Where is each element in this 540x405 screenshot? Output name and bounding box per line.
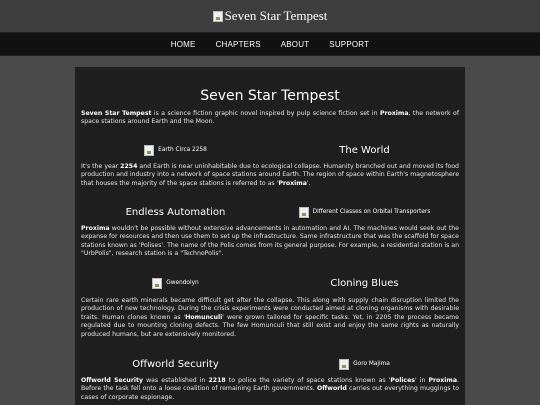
image-alt-text: Gwendolyn <box>166 280 199 286</box>
broken-image-icon <box>339 359 349 370</box>
nav-home[interactable]: HOME <box>170 39 196 49</box>
site-logo[interactable] <box>213 8 328 24</box>
nav-chapters[interactable]: CHAPTERS <box>215 39 261 49</box>
site-header <box>0 0 540 32</box>
main-nav <box>0 32 540 56</box>
section-cloning-title-wrap <box>270 278 459 289</box>
section-world-text: It's the year 2254 and Earth is near uninhabitable due to ecological collapse. Humanity branched out and moved its food production and industry into a network of space stations around Earth. The region of space within Earth's magnetosphere that houses the majority of the space stations is referred to as 'Proxima'. <box>81 163 459 187</box>
broken-image-icon <box>213 11 223 22</box>
section-security-title-wrap <box>81 359 270 370</box>
broken-image-icon <box>299 207 309 218</box>
section-automation-image <box>270 207 459 218</box>
section-cloning-text: Certain rare earth minerals became difficult get after the collapse. This along with supply chain disruption limited the production of new technology. During the crisis experiments were conducted aimed at cloning organisms with desirable traits. Human clones known as 'Homunculi' were grown tailored for specific tasks. Yet, in 2205 the process became regulated due to mounting cloning defects. The few Homunculi that still exist and enjoy the same rights as naturally produced humans, but are extensively monitored. <box>81 297 459 338</box>
section-security-header <box>81 357 459 371</box>
section-automation-text: Proxima wouldn't be possible without extensive advancements in automation and AI. The machines would seek out the expanse for resources and then use them to set up the infrastructure. Same infrastructure that was the scaffold for space stations known as 'Polises'. The name of the Polis comes from its general purpose. For example, a residential station is an "UrbPolis", research station is a "TechnoPolis". <box>81 225 459 258</box>
broken-image-icon <box>152 278 162 289</box>
logo-alt-text: Seven Star Tempest <box>224 8 328 23</box>
section-title-security: Offworld Security <box>132 358 219 370</box>
section-title-world: The World <box>339 144 390 156</box>
image-alt-text: Different Classes on Orbital Transporters <box>312 209 431 215</box>
section-security-text: Offworld Security was established in 2218 to police the variety of space stations known as 'Polices' in Proxima. Before the task fell onto a loose coalition of remaining Earth governments. Offworld carries out everything muggings to cases of corporate espionage. <box>81 377 460 401</box>
section-automation-title-wrap <box>81 207 270 218</box>
page-title: Seven Star Tempest <box>200 88 340 104</box>
section-title-cloning: Cloning Blues <box>330 277 399 289</box>
section-cloning-image <box>81 278 270 289</box>
nav-about[interactable]: ABOUT <box>280 39 310 49</box>
nav-support[interactable]: SUPPORT <box>329 39 370 49</box>
section-title-automation: Endless Automation <box>125 206 226 218</box>
section-world-header <box>81 143 459 157</box>
section-cloning-header <box>81 276 459 290</box>
main-content <box>75 67 465 405</box>
section-automation-header <box>81 205 459 219</box>
section-security-image <box>270 359 459 370</box>
section-world-title-wrap <box>270 145 459 156</box>
image-alt-text: Goro Majima <box>353 361 390 367</box>
broken-image-icon <box>144 145 154 156</box>
section-world-image <box>81 145 270 156</box>
image-alt-text: Earth Circa 2258 <box>158 147 207 153</box>
intro-paragraph: Seven Star Tempest is a science fiction graphic novel inspired by pulp science fiction set in Proxima, the network of space stations around Earth and the Moon. <box>81 110 459 126</box>
